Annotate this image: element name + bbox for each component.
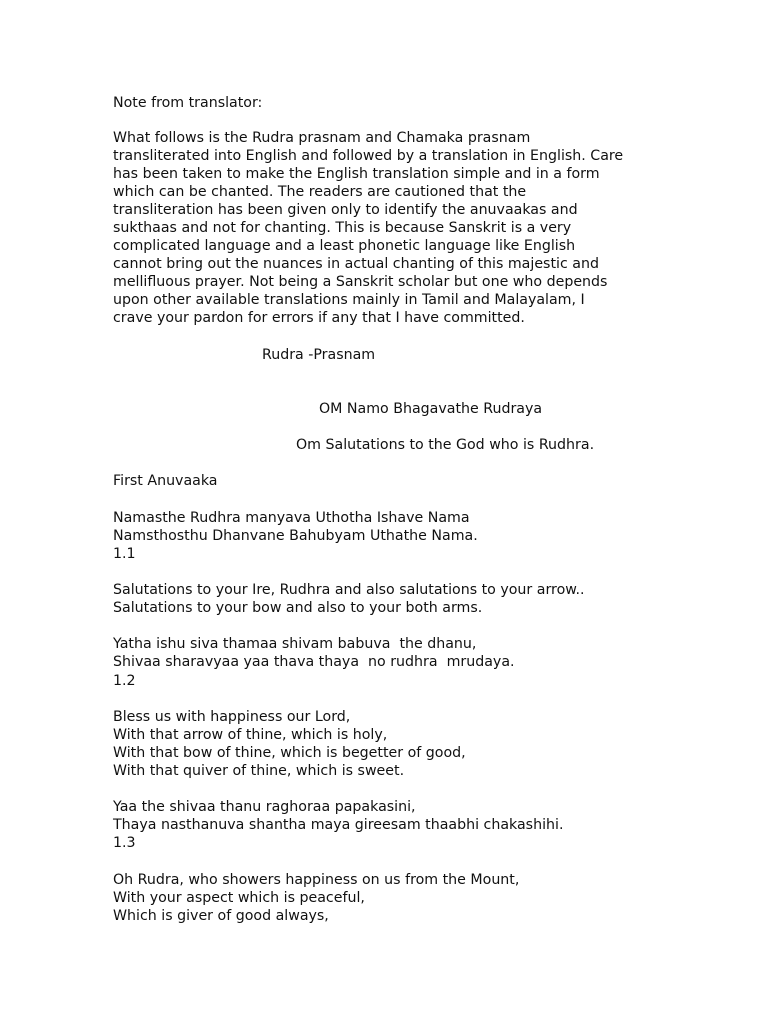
intro-line-5: transliteration has been given only to identify the anuvaakas and — [113, 202, 578, 218]
verse-1-2-translation-4: With that quiver of thine, which is sweet. — [113, 763, 405, 779]
intro-line-1: What follows is the Rudra prasnam and Chamaka prasnam — [113, 130, 531, 146]
note-heading: Note from translator: — [113, 95, 263, 111]
intro-line-8: cannot bring out the nuances in actual chanting of this majestic and — [113, 256, 599, 272]
invocation: OM Namo Bhagavathe Rudraya — [319, 401, 543, 417]
intro-line-4: which can be chanted. The readers are cautioned that the — [113, 184, 527, 200]
intro-line-6: sukthaas and not for chanting. This is because Sanskrit is a very — [113, 220, 572, 236]
verse-1-3-translation-1: Oh Rudra, who showers happiness on us from the Mount, — [113, 872, 520, 888]
invocation-translation: Om Salutations to the God who is Rudhra. — [296, 437, 595, 453]
section-title: Rudra -Prasnam — [262, 347, 376, 363]
intro-line-11: crave your pardon for errors if any that I have committed. — [113, 310, 525, 326]
verse-1-3-translation-2: With your aspect which is peaceful, — [113, 890, 365, 906]
verse-1-1-line-2: Namsthosthu Dhanvane Bahubyam Uthathe Nama. — [113, 528, 478, 544]
verse-1-3-line-2: Thaya nasthanuva shantha maya gireesam thaabhi chakashihi. — [113, 817, 564, 833]
verse-1-2-line-2: Shivaa sharavyaa yaa thava thaya no rudhra mrudaya. — [113, 654, 515, 670]
verse-1-3-translation-3: Which is giver of good always, — [113, 908, 329, 924]
intro-line-10: upon other available translations mainly in Tamil and Malayalam, I — [113, 292, 585, 308]
verse-1-2-translation-1: Bless us with happiness our Lord, — [113, 709, 351, 725]
verse-1-2-translation-3: With that bow of thine, which is begetter of good, — [113, 745, 466, 761]
verse-1-1-line-1: Namasthe Rudhra manyava Uthotha Ishave Nama — [113, 510, 470, 526]
verse-1-2-translation-2: With that arrow of thine, which is holy, — [113, 727, 388, 743]
verse-1-2-line-1: Yatha ishu siva thamaa shivam babuva the dhanu, — [113, 636, 477, 652]
verse-1-1-translation-1: Salutations to your Ire, Rudhra and also salutations to your arrow.. — [113, 582, 585, 598]
intro-line-9: mellifluous prayer. Not being a Sanskrit scholar but one who depends — [113, 274, 608, 290]
intro-line-2: transliterated into English and followed by a translation in English. Care — [113, 148, 624, 164]
verse-1-3-number: 1.3 — [113, 835, 136, 851]
verse-1-1-translation-2: Salutations to your bow and also to your both arms. — [113, 600, 483, 616]
verse-1-1-number: 1.1 — [113, 546, 136, 562]
verse-1-2-number: 1.2 — [113, 673, 136, 689]
intro-line-3: has been taken to make the English translation simple and in a form — [113, 166, 600, 182]
anuvaaka-heading: First Anuvaaka — [113, 473, 218, 489]
verse-1-3-line-1: Yaa the shivaa thanu raghoraa papakasini, — [113, 799, 416, 815]
intro-line-7: complicated language and a least phonetic language like English — [113, 238, 576, 254]
